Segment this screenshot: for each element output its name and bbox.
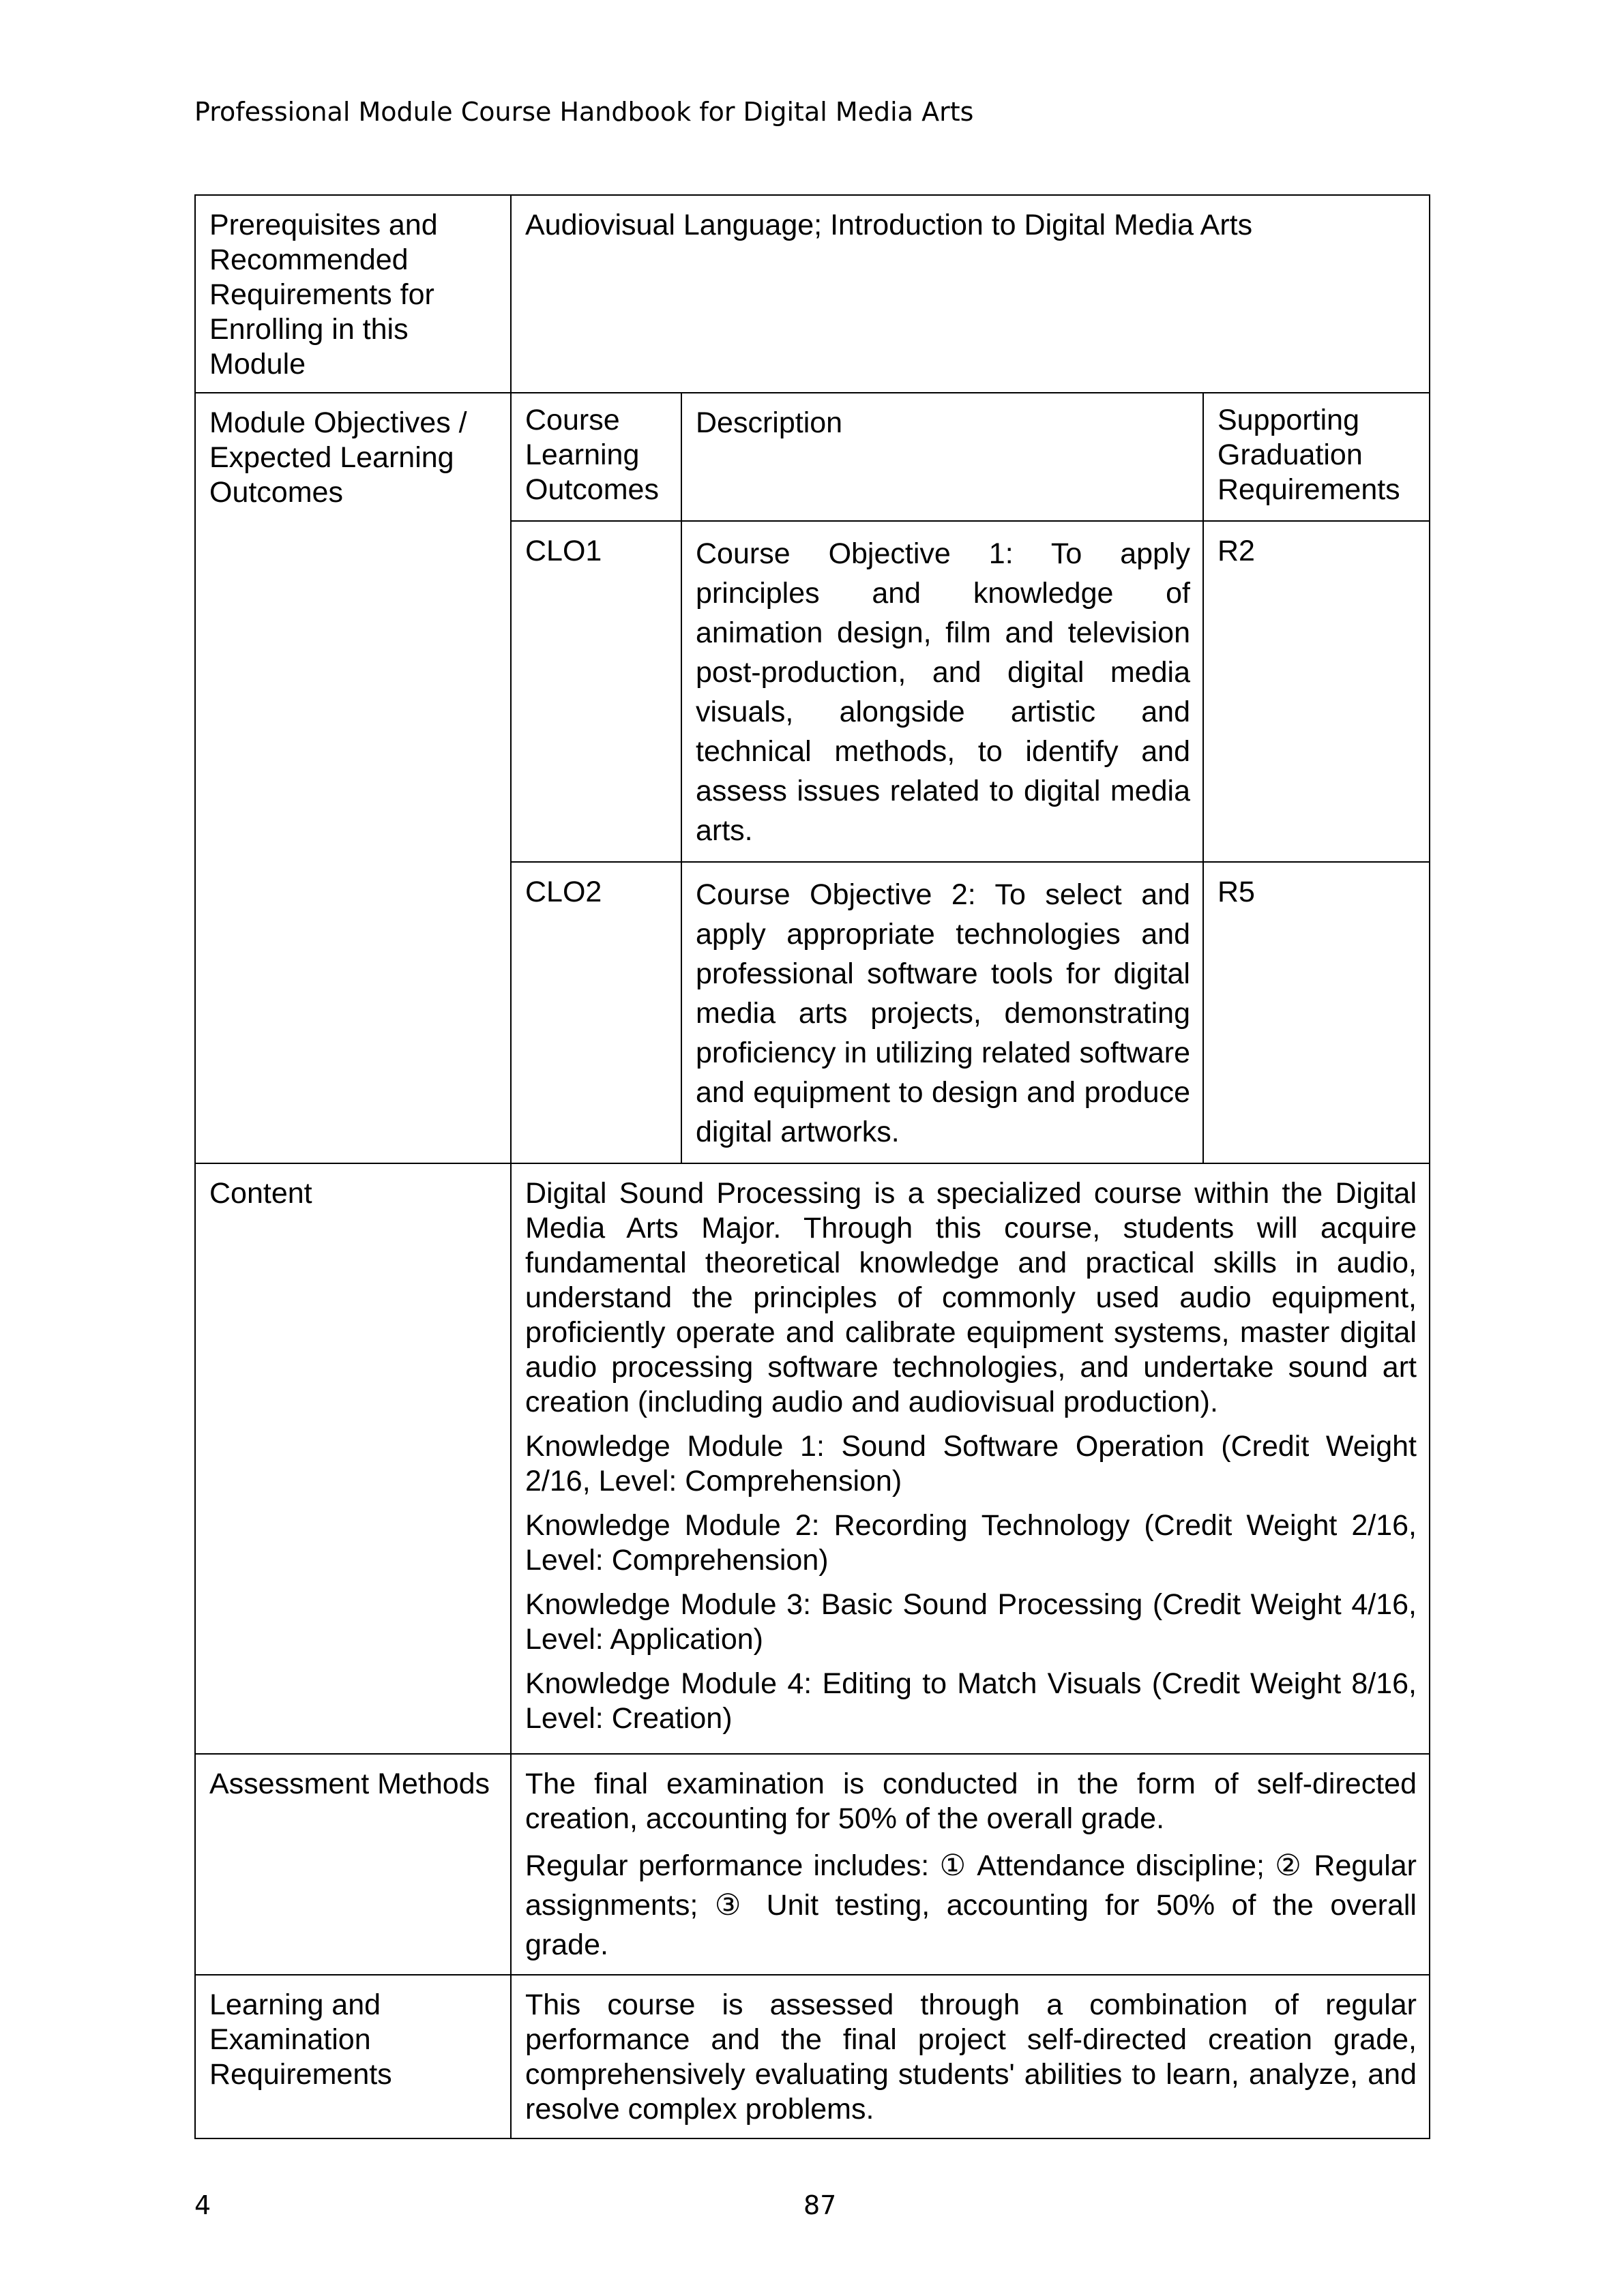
objectives-header-row xyxy=(195,393,1430,521)
assessment-regular-performance: Regular performance includes: ① Attendance discipline; ② Regular assignments; ③ Unit testing, accounting for 50% of the overall grade. xyxy=(525,1849,1417,1961)
clo2-code: CLO2 xyxy=(511,862,681,1163)
content-body xyxy=(511,1163,1430,1754)
prerequisites-value: Audiovisual Language; Introduction to Digital Media Arts xyxy=(511,195,1430,393)
clo1-requirement: R2 xyxy=(1203,521,1430,862)
assessment-final-exam: The final examination is conducted in the form of self-directed creation, accounting for 50% of the overall grade. xyxy=(525,1768,1417,1835)
learning-label: Learning and Examination Requirements xyxy=(195,1975,511,2138)
knowledge-module-4: Knowledge Module 4: Editing to Match Visuals (Credit Weight 8/16, Level: Creation) xyxy=(525,1667,1417,1735)
assessment-body xyxy=(511,1754,1430,1975)
assessment-row xyxy=(195,1754,1430,1975)
col-course-learning-outcomes: Course Learning Outcomes xyxy=(511,393,681,521)
learning-row xyxy=(195,1975,1430,2138)
running-header: Professional Module Course Handbook for Digital Media Arts xyxy=(194,97,974,127)
knowledge-module-1: Knowledge Module 1: Sound Software Operation (Credit Weight 2/16, Level: Comprehension) xyxy=(525,1430,1417,1497)
learning-value: This course is assessed through a combination of regular performance and the final project self-directed creation grade, comprehensively evaluating students' abilities to learn, analyze, and resolve complex problems. xyxy=(511,1975,1430,2138)
clo1-description: Course Objective 1: To apply principles and knowledge of animation design, film and television post-production, and digital media visuals, alongside artistic and technical methods, to identify and assess issues related to digital media arts. xyxy=(681,521,1203,862)
module-table xyxy=(194,194,1430,2139)
objectives-label: Module Objectives / Expected Learning Outcomes xyxy=(195,393,511,1163)
content-label: Content xyxy=(195,1163,511,1754)
content-row xyxy=(195,1163,1430,1754)
knowledge-module-2: Knowledge Module 2: Recording Technology (Credit Weight 2/16, Level: Comprehension) xyxy=(525,1509,1417,1577)
prerequisites-label: Prerequisites and Recommended Requirements for Enrolling in this Module xyxy=(195,195,511,393)
col-supporting-requirements: Supporting Graduation Requirements xyxy=(1203,393,1430,521)
clo2-description: Course Objective 2: To select and apply appropriate technologies and professional software tools for digital media arts projects, demonstrating proficiency in utilizing related software and equipment to design and produce digital artworks. xyxy=(681,862,1203,1163)
prerequisites-row xyxy=(195,195,1430,393)
page-number: 87 xyxy=(803,2190,837,2220)
knowledge-module-3: Knowledge Module 3: Basic Sound Processing (Credit Weight 4/16, Level: Application) xyxy=(525,1588,1417,1656)
col-description: Description xyxy=(681,393,1203,521)
assessment-label: Assessment Methods xyxy=(195,1754,511,1975)
clo2-requirement: R5 xyxy=(1203,862,1430,1163)
content-intro-paragraph: Digital Sound Processing is a specialized course within the Digital Media Arts Major. Through this course, students will acquire fundamental theoretical knowledge and practical skills in audio, understand the principles of commonly used audio equipment, proficiently operate and calibrate equipment systems, master digital audio processing software technologies, and undertake sound art creation (including audio and audiovisual production). xyxy=(525,1177,1417,1418)
clo1-code: CLO1 xyxy=(511,521,681,862)
footer-left-number: 4 xyxy=(194,2190,211,2220)
